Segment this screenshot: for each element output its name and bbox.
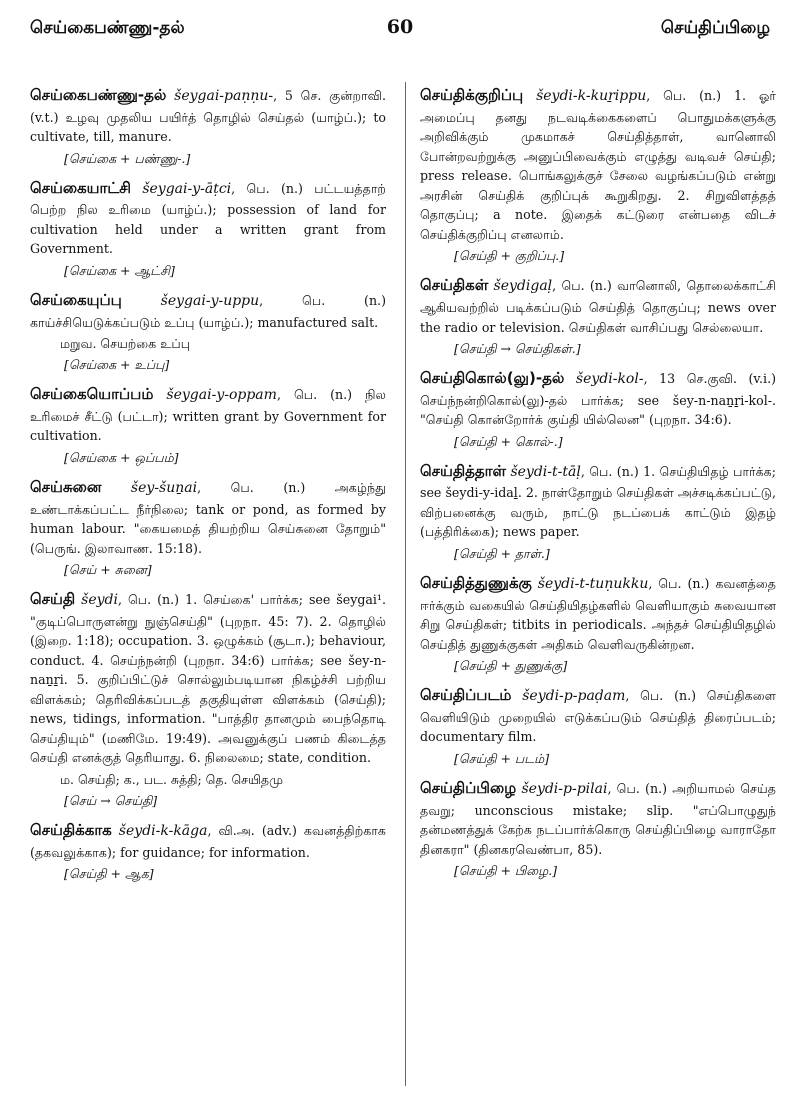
transliteration: šey-šuṉai — [130, 479, 198, 496]
definition: , பெ. (n.) அறியாமல் செய்த தவறு; unconscious mistake; slip. "எப்பொழுதுந் தன்மணத்துக் கேற்க நடப்பார்க்கொரு செய்திப்பிழை வாராதோ தினகரா" (தினகரவெண்பா, 85). — [420, 780, 776, 857]
definition: , பெ. (n.) அகழ்ந்து உண்டாக்கப்பட்ட நீர்நிலை; tank or pond, as formed by human labour. "கையமைத் தியற்றிய செய்சுனை தோறும்" (பெருங். இலாவாண. 15:18). — [30, 479, 386, 556]
definition: , பெ. (n.) காய்ச்சியெடுக்கப்படும் உப்பு (யாழ்ப்.); manufactured salt. — [30, 292, 386, 330]
headword: செய்திப்பிழை — [420, 778, 517, 797]
headword: செய்கையுப்பு — [30, 290, 122, 309]
dictionary-entry — [30, 819, 386, 883]
usage-note: ம. செய்தி; க., பட. சுத்தி; தெ. செயிதமு — [60, 771, 283, 787]
transliteration: šeydi — [81, 592, 118, 609]
dictionary-entry — [30, 383, 386, 467]
transliteration: šeydi-kol- — [575, 371, 644, 388]
headword: செய்திகள் — [420, 276, 489, 295]
definition: , பெ. (n.) 1. செய்கை' பார்க்க; see šeygai¹. "குடிப்பொருளன்று நுஞ்செய்தி" (புறநா. 45: 7). 2. தொழில் (இறை. 1:18); occupation. 3. ஒழுக்கம் (சூடா.); behaviour, conduct. 4. செய்ந்நன்றி (புறநா. 34:6) பார்க்க; see šey-n-naṉṟi. 5. குறிப்பிட்டுச் சொல்லும்படியான நிகழ்ச்சி பற்றிய விளக்கம்; தெரிவிக்கப்படத் தகுதியுள்ள விளக்கம் (செய்தி); news, tidings, information. "பாத்திர தானமும் பைந்தொடி செய்தியும்" (மணிமே. 19:49). அவனுக்குப் பணம் கிடைத்த செய்தி எனக்குத் தெரியாது. 6. நிலைமை; state, condition. — [30, 592, 386, 766]
transliteration: šeydi-t-tāḷ — [510, 463, 581, 480]
dictionary-entry — [30, 177, 386, 280]
definition: , பெ. (n.) வானொலி, தொலைக்காட்சி ஆகியவற்றில் படிக்கப்படும் செய்தித் தொகுப்பு; news over the radio or television. செய்திகள் வாசிப்பது செல்லையா. — [420, 278, 776, 335]
etymology: [செய்தி + குறிப்பு.] — [454, 248, 565, 264]
transliteration: šeydi-t-tuṇukku — [537, 575, 649, 592]
headword: செய்சுனை — [30, 477, 102, 496]
transliteration: šeygai-y-āṭci — [142, 180, 232, 197]
left-column — [30, 84, 386, 892]
definition: , பெ. (n.) 1. ஓர் அமைப்பு தனது நடவடிக்கைகளைப் பொதுமக்களுக்கு அறிவிக்கும் முகமாகச் செய்தித்தாள், வானொலி போன்றவற்றுக்கு அனுப்பிவைக்கும் எழுத்து வடிவச் செய்தி; press release. பொங்கலுக்குச் சேலை வழங்கப்படும் என்று அரசின் செய்திக் குறிப்புக் கூறுகிறது. 2. சிறுவிளத்தத் தொகுப்பு; a note. இதைக் கட்டுரை என்பதை விடச் செய்திக்குறிப்பு எனலாம். — [420, 88, 776, 242]
dictionary-entry — [420, 460, 776, 563]
page-number: 60 — [386, 16, 414, 38]
headword: செய்கையாட்சி — [30, 178, 132, 197]
etymology: [செய்தி + ஆக] — [64, 866, 154, 882]
dictionary-entry — [30, 289, 386, 374]
dictionary-entry — [420, 684, 776, 768]
etymology: [செய்தி + தாள்.] — [454, 545, 550, 561]
transliteration: šeydigaḷ — [493, 278, 553, 295]
headword: செய்திகொல்(லு)-தல் — [420, 369, 565, 388]
dictionary-entry — [420, 777, 776, 880]
headword: செய்கைபண்ணு-தல் — [30, 86, 167, 104]
usage-note: மறுவ. செயற்கை உப்பு — [60, 336, 191, 352]
headword: செய்கையொப்பம் — [30, 385, 154, 404]
dictionary-entry — [420, 84, 776, 265]
headword: செய்திப்படம் — [420, 686, 512, 705]
headword: செய்தித்துணுக்கு — [420, 573, 532, 592]
transliteration: šeydi-k-kuṟippu — [536, 88, 647, 104]
headword: செய்தி — [30, 590, 76, 609]
headword: செய்திக்காக — [30, 820, 112, 839]
etymology: [செய்தி + படம்] — [454, 750, 550, 766]
running-header — [30, 12, 770, 46]
transliteration: šeydi-k-kāga — [118, 822, 208, 839]
definition: , பெ. (n.) கவனத்தை ஈர்க்கும் வகையில் செய்தியிதழ்களில் வெளியாகும் சுவையான சிறு செய்திகள்; titbits in periodicals. அந்தச் செய்தியிதழில் செய்தித் துணுக்குகள் அதிகம் வெளிவருகின்றன. — [420, 575, 776, 652]
right-column — [420, 84, 776, 889]
etymology: [செய் → செய்தி] — [64, 792, 158, 808]
dictionary-entry — [420, 572, 776, 675]
etymology: [செய்கை + ஒப்பம்] — [64, 449, 179, 465]
etymology: [செய்தி + கொல்-.] — [454, 433, 563, 449]
etymology: [செய்தி + துணுக்கு] — [454, 658, 568, 674]
etymology: [செய்கை + உப்பு] — [64, 357, 170, 373]
dictionary-entry — [30, 588, 386, 810]
etymology: [செய்கை + ஆட்சி] — [64, 262, 175, 278]
definition: , 5 செ. குன்றாவி. (v.t.) உழவு முதலிய பயிர்த் தொழில் செய்தல் (யாழ்ப்.); to cultivate, till, manure. — [30, 88, 386, 145]
etymology: [செய்கை + பண்ணு-.] — [64, 150, 191, 166]
headword: செய்திக்குறிப்பு — [420, 86, 524, 104]
transliteration: šeydi-p-pilai — [521, 780, 608, 797]
dictionary-entry — [30, 84, 386, 168]
dictionary-entry — [420, 367, 776, 451]
definition: , 13 செ.குவி. (v.i.) செய்ந்நன்றிகொல்(லு)-தல் பார்க்க; see šey-n-naṉṟi-kol-. "செய்தி கொன்றோர்க் குய்தி யில்லென" (புறநா. 34:6). — [420, 371, 776, 428]
definition: , வி.அ. (adv.) கவனத்திற்காக (தகவலுக்காக); for guidance; for information. — [30, 822, 386, 860]
transliteration: šeydi-p-paḍam — [522, 688, 626, 705]
etymology: [செய்தி → செய்திகள்.] — [454, 341, 581, 357]
dictionary-entry — [420, 274, 776, 358]
transliteration: šeygai-y-oppam — [166, 387, 277, 404]
header-guide-word-left: செய்கைபண்ணு-தல் — [30, 18, 185, 38]
transliteration: šeygai-paṇṇu- — [174, 88, 274, 104]
column-divider — [405, 82, 406, 1086]
transliteration: šeygai-y-uppu — [160, 292, 260, 309]
definition: , பெ. (n.) 1. செய்தியிதழ் பார்க்க; see šeydi-y-idaḻ. 2. நாள்தோறும் செய்திகள் அச்சடிக்கப்பட்டு, விற்பனைக்கு வரும், நாட்டு நடப்பைக் காட்டும் இதழ் (பத்திரிக்கை); news paper. — [420, 463, 776, 540]
definition: , பெ. (n.) நில உரிமைச் சீட்டு (பட்டா); written grant by Government for cultivation. — [30, 387, 386, 444]
header-guide-word-right: செய்திப்பிழை — [660, 18, 770, 38]
headword: செய்தித்தாள் — [420, 461, 507, 480]
etymology: [செய்தி + பிழை.] — [454, 863, 558, 879]
definition: , பெ. (n.) செய்திகளை வெளியிடும் முறையில் எடுக்கப்படும் செய்தித் திரைப்படம்; documentary film. — [420, 688, 776, 745]
definition: , பெ. (n.) பட்டயத்தாற் பெற்ற நில உரிமை (யாழ்ப்.); possession of land for cultivation held under a written grant from Government. — [30, 180, 386, 257]
dictionary-entry — [30, 476, 386, 579]
etymology: [செய் + சுனை] — [64, 562, 152, 578]
